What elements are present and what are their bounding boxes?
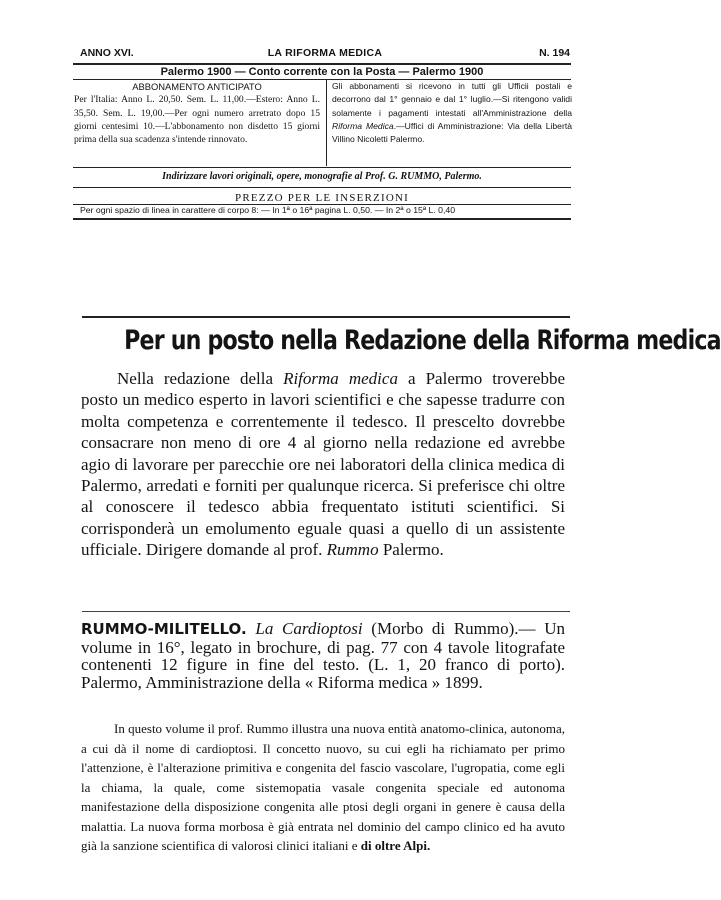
abbonamenti-info-text: Gli abbonamenti si ricevono in tutti gli Ufficii postali e decorrono dal 1° gennaio e dal 1° luglio.—Si ritengono validi solamente i pagamenti intestati all'Amministrazione della — [332, 81, 572, 118]
header-rule — [73, 63, 571, 65]
journal-name-italic: Riforma medica — [283, 369, 398, 388]
divider — [73, 167, 571, 168]
announcement-text-end: Palermo. — [378, 540, 444, 560]
abbonamenti-info-text-end: .—Uffici di Amministrazione: Via della Libertà Villino Nicoletti Palermo. — [332, 120, 572, 145]
indirizzare-line: Indirizzare lavori originali, opere, monografie al Prof. G. RUMMO, Palermo. — [162, 171, 482, 182]
issue-number: N. 194 — [539, 47, 570, 59]
prezzo-tariffa: Per ogni spazio di linea in carattere di corpo 8: — In 1ª o 16ª pagina L. 0,50. — In 2ª o 15ª L. 0,40 — [80, 205, 456, 215]
book-title: La Cardioptosi — [255, 619, 363, 638]
announcement-headline: Per un posto nella Redazione della Riforma medica — [124, 325, 721, 356]
header-bottom-rule — [73, 218, 571, 220]
announcement-text: Nella redazione della — [117, 369, 284, 388]
announcement-text-cont: a Palermo troverebbe posto un medico esperto in lavori scientifici e che sapesse tradurre con molta competenza e correntemente il tedesco. Il prescelto dovrebbe consacrare non meno di ore 4 al giorno nella redazione ed avrebbe agio di lavorare per parecchie ore nei laboratori della clinica medica di Palermo, arredati e forniti per qualunque ricerca. Si preferisce chi oltre al conoscere il tedesco abbia frequentato istituti scientifici. Si corrisponderà un emolumento eguale quasi a quello di un assistente ufficiale. Dirigere domande al prof. — [81, 369, 565, 560]
book-details: (Morbo di Rummo).— Un volume in 16°, legato in brochure, di pag. 77 con 4 tavole litografate contenenti 12 figure in fine del testo. (L. 1, 20 franco di porto). Palermo, Amministrazione della « Riforma medica » 1899. — [81, 619, 565, 692]
journal-title: LA RIFORMA MEDICA — [267, 47, 383, 59]
section-separator — [82, 611, 570, 612]
abbonamento-title: ABBONAMENTO ANTICIPATO — [132, 81, 262, 92]
book-author: RUMMO-MILITELLO. — [81, 620, 247, 638]
prezzo-title: PREZZO PER LE INSERZIONI — [235, 192, 409, 204]
column-divider — [326, 80, 327, 166]
conto-corrente-line: Palermo 1900 — Conto corrente con la Posta — Palermo 1900 — [160, 66, 484, 78]
signature-italic: Rummo — [326, 540, 379, 560]
book-description-text: In questo volume il prof. Rummo illustra una nuova entità anatomo-clinica, autonoma, a cui dà il nome di cardioptosi. Il concetto nuovo, su cui egli ha richiamato per primo l'attenzione, è l'alterazione primitiva e congenita del fascio vascolare, l'ugropatia, come egli la chiama, la quale, come sistemopatia vasale congenita speciale ed autonoma manifestazione della disposizione congenita alle ptosi degli organi in genere è causa della malattia. La nuova forma morbosa è già entrata nel dominio del campo clinico ed ha avuto già la sanzione scientifica di valorosi clinici italiani e — [81, 721, 565, 853]
announcement-body — [81, 368, 565, 561]
volume-label: ANNO XVI. — [80, 47, 134, 59]
abbonamento-column — [74, 80, 320, 146]
abbonamenti-info-column — [332, 80, 572, 146]
abbonamento-text: Per l'Italia: Anno L. 20,50. Sem. L. 11,00.—Estero: Anno L. 35,50. Sem. L. 19,00.—Per ogni numero arretrato dopo 15 giorni centesimi 10.—L'abbonamento non disdetto 15 giorni prima della sua scadenza s'intende rinnovato. — [74, 94, 320, 146]
running-header — [80, 47, 570, 63]
book-notice — [81, 620, 565, 691]
book-description — [81, 719, 565, 856]
journal-name-italic: Riforma Medica — [332, 120, 394, 131]
book-description-end: di oltre Alpi. — [360, 838, 431, 853]
announcement-top-rule — [82, 316, 570, 318]
divider — [73, 187, 571, 188]
